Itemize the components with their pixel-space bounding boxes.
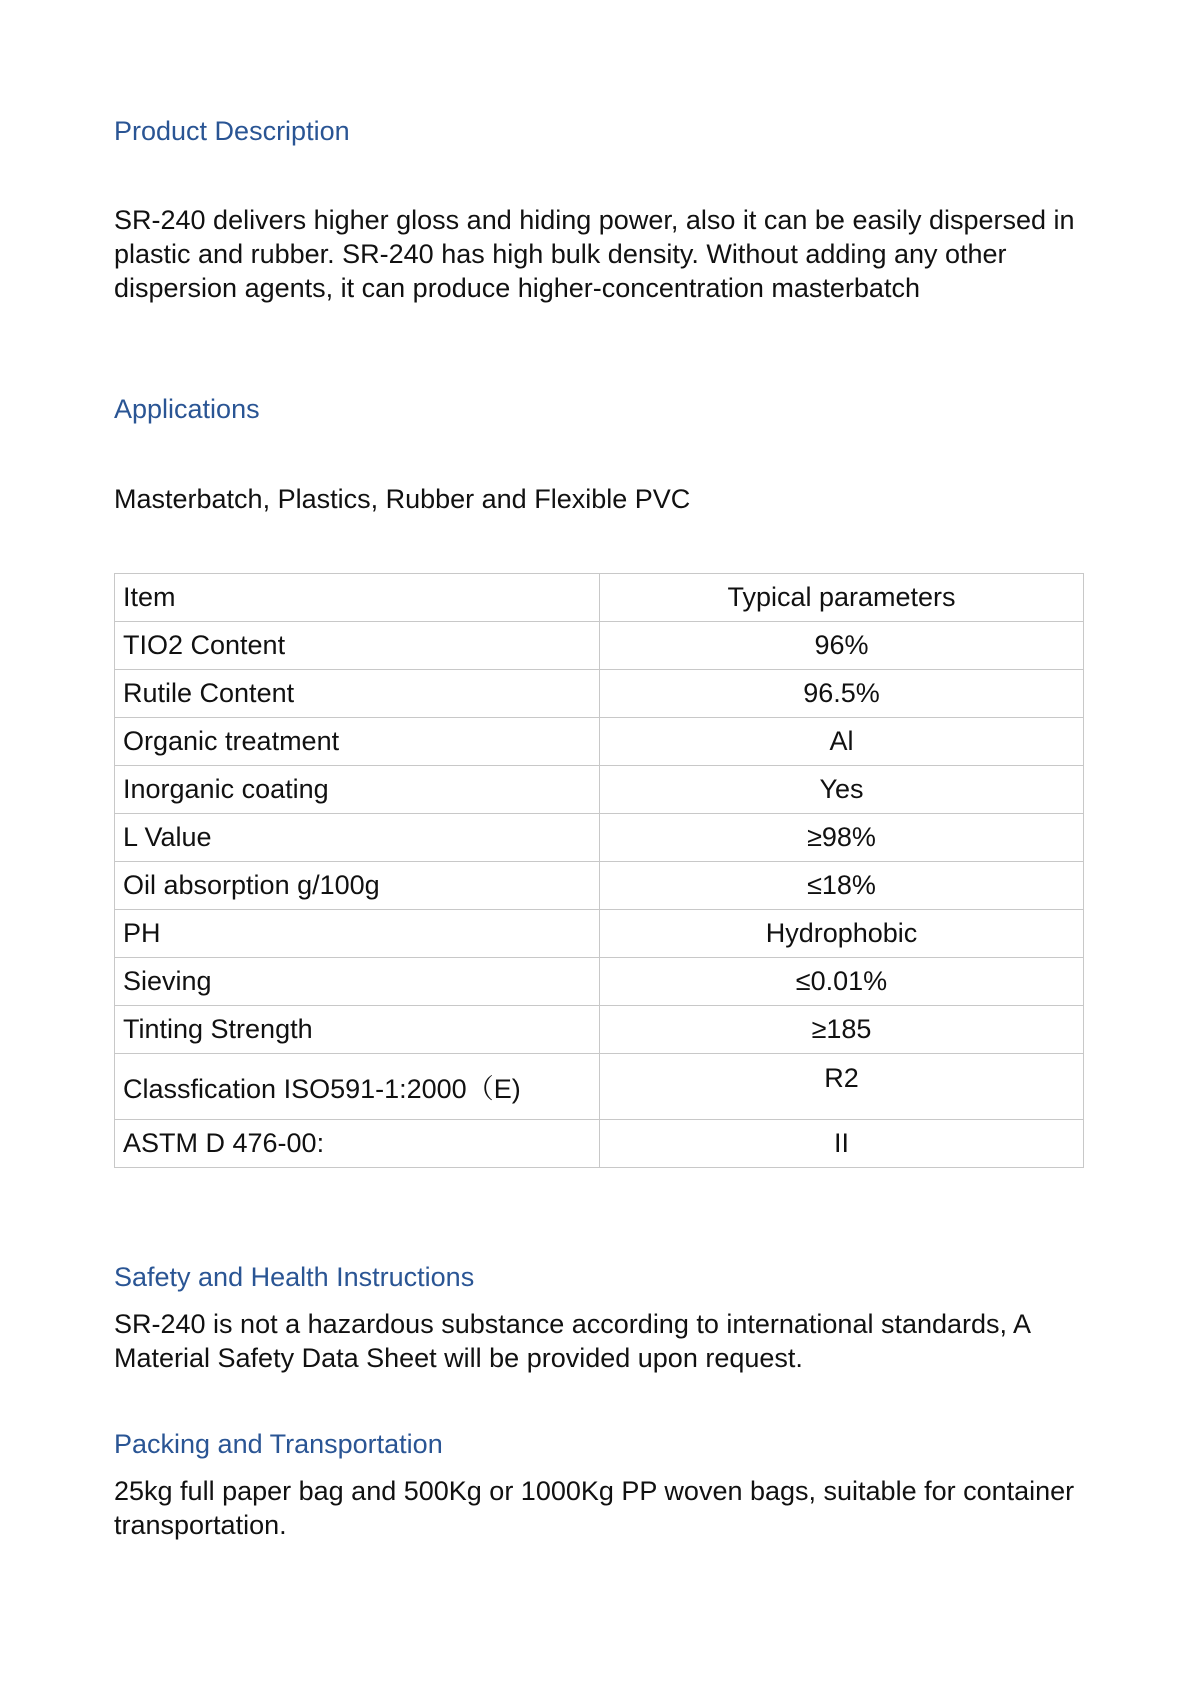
row-item: Organic treatment (115, 718, 600, 766)
product-description-text: SR-240 delivers higher gloss and hiding power, also it can be easily dispersed in plastic and rubber. SR-240 has high bulk density. Without adding any other dispersion agents, it can produce higher-concentration masterbatch (114, 205, 1075, 303)
table-row (115, 814, 1084, 862)
packing-heading: Packing and Transportation (114, 1429, 443, 1459)
row-value: Hydrophobic (600, 910, 1084, 958)
row-item: ASTM D 476-00: (115, 1120, 600, 1168)
row-value: Yes (600, 766, 1084, 814)
row-item: Inorganic coating (115, 766, 600, 814)
row-value: ≤18% (600, 862, 1084, 910)
header-typical-parameters: Typical parameters (600, 574, 1084, 622)
applications-text: Masterbatch, Plastics, Rubber and Flexible PVC (114, 484, 691, 514)
packing-text: 25kg full paper bag and 500Kg or 1000Kg PP woven bags, suitable for container transportation. (114, 1476, 1075, 1540)
table-row (115, 1120, 1084, 1168)
row-item: L Value (115, 814, 600, 862)
safety-heading: Safety and Health Instructions (114, 1262, 475, 1292)
safety-text: SR-240 is not a hazardous substance according to international standards, A Material Safety Data Sheet will be provided upon request. (114, 1309, 1030, 1373)
table-row (115, 910, 1084, 958)
row-item: Tinting Strength (115, 1006, 600, 1054)
table-row (115, 670, 1084, 718)
table-row (115, 1054, 1084, 1120)
product-description-heading: Product Description (114, 116, 350, 146)
spec-table (114, 573, 1084, 1168)
row-item: TIO2 Content (115, 622, 600, 670)
row-item: Oil absorption g/100g (115, 862, 600, 910)
row-value: ≥98% (600, 814, 1084, 862)
table-header-row (115, 574, 1084, 622)
table-row (115, 958, 1084, 1006)
row-item: Rutile Content (115, 670, 600, 718)
row-value: ≤0.01% (600, 958, 1084, 1006)
row-item: Classfication ISO591-1:2000（E) (115, 1054, 600, 1120)
table-row (115, 766, 1084, 814)
row-value: Al (600, 718, 1084, 766)
row-value: 96.5% (600, 670, 1084, 718)
row-value: II (600, 1120, 1084, 1168)
table-row (115, 1006, 1084, 1054)
row-value: ≥185 (600, 1006, 1084, 1054)
applications-heading: Applications (114, 394, 260, 424)
table-row (115, 622, 1084, 670)
row-value: R2 (600, 1054, 1084, 1120)
row-item: PH (115, 910, 600, 958)
row-value: 96% (600, 622, 1084, 670)
table-row (115, 718, 1084, 766)
row-item: Sieving (115, 958, 600, 1006)
header-item: Item (115, 574, 600, 622)
table-row (115, 862, 1084, 910)
